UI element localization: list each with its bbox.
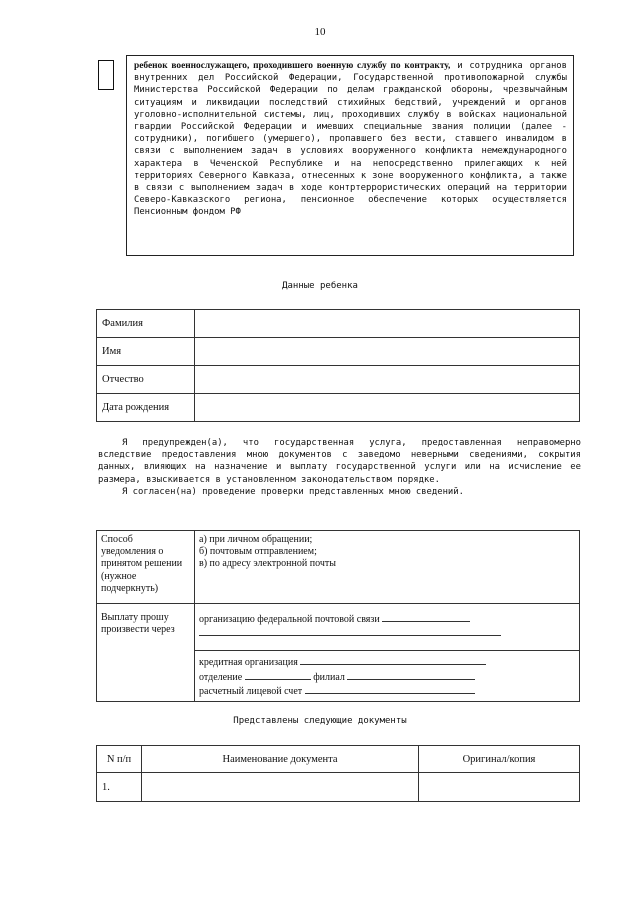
- child-row-patronymic: [97, 366, 580, 394]
- branch-office-label: отделение: [199, 671, 243, 683]
- documents-header-row: [97, 746, 580, 773]
- patronymic-field[interactable]: [195, 366, 580, 394]
- notification-label: Способ уведомления о принятом решении (нужное подчеркнуть): [97, 531, 195, 604]
- doc-number-header: N п/п: [97, 746, 142, 773]
- documents-table: [96, 745, 580, 802]
- postal-field[interactable]: [382, 612, 470, 622]
- category-box: [126, 55, 574, 256]
- postal-extra-field[interactable]: [199, 626, 501, 636]
- category-text: [134, 60, 567, 219]
- notification-options: [195, 531, 580, 604]
- payment-options: [195, 604, 580, 702]
- doc-type-field[interactable]: [419, 773, 580, 802]
- name-field[interactable]: [195, 338, 580, 366]
- credit-org-line: [199, 655, 575, 669]
- account-line: [199, 684, 575, 698]
- page-number: 10: [314, 26, 326, 38]
- payment-row: [97, 604, 580, 702]
- child-label: Фамилия: [97, 310, 195, 338]
- notification-option-personal[interactable]: а) при личном обращении;: [199, 534, 313, 545]
- notification-row: [97, 531, 580, 604]
- child-data-table: [96, 309, 580, 422]
- doc-name-header: Наименование документа: [142, 746, 419, 773]
- doc-type-header: Оригинал/копия: [419, 746, 580, 773]
- category-checkbox[interactable]: [98, 60, 114, 90]
- category-lead-text: ребенок военнослужащего, проходившего военную службу по контракту,: [134, 61, 451, 71]
- postal-label: организацию федеральной почтовой связи: [199, 614, 380, 625]
- child-row-surname: [97, 310, 580, 338]
- child-label: Дата рождения: [97, 394, 195, 422]
- postal-line: [199, 612, 575, 626]
- doc-number: 1.: [97, 773, 142, 802]
- payment-label: Выплату прошу произвести через: [97, 604, 195, 702]
- child-section-title: Данные ребенка: [282, 281, 358, 291]
- documents-row: [97, 773, 580, 802]
- warning-block: [98, 437, 581, 498]
- child-label: Имя: [97, 338, 195, 366]
- account-field[interactable]: [305, 684, 475, 694]
- consent-text: Я согласен(на) проведение проверки представленных мною сведений.: [122, 486, 464, 497]
- branch-field[interactable]: [347, 670, 475, 680]
- category-rest-text: и сотрудника органов внутренних дел Российской Федерации, Государственной противопожарной службы Министерства Российской Федерации по делам гражданской обороны, чрезвычайным ситуациям и ликвидации последствий стихийных бедствий, учреждений и органов уголовно-исполнительной системы, лиц, проходивших службу в войсках национальной гвардии Российской Федерации и имевших специальные звания полиции (далее - сотрудники), погибшего (умершего), пропавшего без вести, ставшего инвалидом в связи с выполнением задач в условиях вооруженного конфликта немеждународного характера в Чеченской Республике и на непосредственно прилегающих к ней территориях Северного Кавказа, отнесенных к зоне вооруженного конфликта, а также в связи с выполнением задач в ходе контртеррористических операций на территории Северо-Кавказского региона, пенсионное обеспечение которых осуществляется Пенсионным фондом РФ: [134, 61, 567, 218]
- account-label: расчетный лицевой счет: [199, 685, 303, 697]
- doc-name-field[interactable]: [142, 773, 419, 802]
- credit-org-field[interactable]: [300, 655, 486, 665]
- child-row-name: [97, 338, 580, 366]
- notification-payment-table: [96, 530, 580, 702]
- surname-field[interactable]: [195, 310, 580, 338]
- branch-office-field[interactable]: [245, 670, 311, 680]
- branch-label: филиал: [313, 671, 345, 683]
- warning-text: Я предупрежден(а), что государственная услуга, предоставленная неправомерно вследствие предоставления мною документов с заведомо неверными сведениями, сокрытия данных, влияющих на назначение и выплату государственной услуги или на исчисление ее размера, взыскивается в установленном законодательством порядке.: [98, 438, 581, 485]
- notification-option-post[interactable]: б) почтовым отправлением;: [199, 546, 317, 558]
- child-row-birthdate: [97, 394, 580, 422]
- bank-block: [195, 650, 579, 698]
- credit-org-label: кредитная организация: [199, 657, 298, 669]
- birthdate-field[interactable]: [195, 394, 580, 422]
- branch-line: [199, 670, 575, 684]
- postal-extra-line: [199, 626, 575, 640]
- child-label: Отчество: [97, 366, 195, 394]
- notification-option-email[interactable]: в) по адресу электронной почты: [199, 558, 336, 570]
- documents-section-title: Представлены следующие документы: [233, 716, 407, 726]
